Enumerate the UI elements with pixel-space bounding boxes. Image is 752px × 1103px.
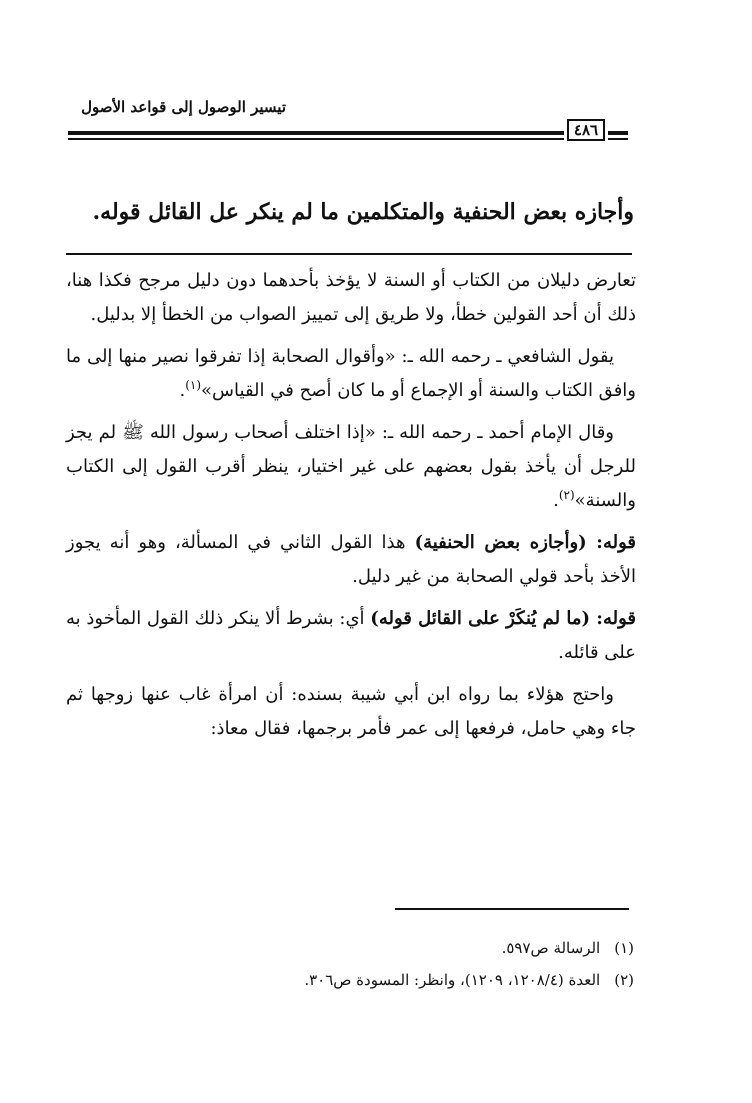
footnote-item [74,932,634,964]
paragraph-lead: قوله: (ما لم يُنكَرْ على القائل قوله) [370,608,636,629]
paragraph-tail: . [553,490,559,511]
footnote-item [74,964,634,996]
footnote-text: الرسالة ص٥٩٧. [501,939,601,957]
paragraph-text: واحتج هؤلاء بما رواه ابن أبي شيبة بسنده: أن امرأة غاب عنها زوجها ثم جاء وهي حامل، فرفعها إلى عمر فأمر برجمها، فقال معاذ: [66,684,636,739]
paragraph [66,602,636,670]
page-number: ٤٨٦ [567,119,605,141]
running-title: تيسير الوصول إلى قواعد الأصول [81,98,286,116]
paragraph [66,416,636,518]
commentary-body [66,264,636,754]
paragraph-text: وقال الإمام أحمد ـ رحمه الله ـ: «إذا اختلف أصحاب رسول الله ﷺ لم يجز للرجل أن يأخذ بقول بعضهم على غير اختيار، ينظر أقرب القول إلى الكتاب والسنة» [66,422,636,511]
paragraph-lead: قوله: (وأجازه بعض الحنفية) [414,532,636,553]
paragraph-tail: . [179,380,186,401]
footnote-number: (٢) [614,971,634,989]
header-rule-right-thin [608,138,628,140]
matn-text: وأجازه بعض الحنفية والمتكلمين ما لم ينكر عل القائل قوله. [92,199,634,225]
paragraph [66,340,636,408]
header-rule-right-thick [608,131,628,135]
paragraph [66,526,636,594]
paragraph-text: أي: بشرط ألا ينكر ذلك القول المأخوذ به على قائله. [66,608,636,663]
footnote-ref[interactable]: (٢) [558,488,575,502]
header-rule-thin [68,138,564,140]
footnote-text: العدة (١٢٠٨/٤، ١٢٠٩)، وانظر: المسودة ص٣٠٦. [304,971,601,989]
footnote-divider [395,908,629,910]
matn-divider [66,253,632,255]
paragraph-text: هذا القول الثاني في المسألة، وهو أنه يجوز الأخذ بأحد قولي الصحابة من غير دليل. [66,532,636,587]
paragraph [66,264,636,332]
footnote-ref[interactable]: (١) [185,378,202,392]
paragraph-text: تعارض دليلان من الكتاب أو السنة لا يؤخذ بأحدهما دون دليل مرجح فكذا هنا، ذلك أن أحد القولين خطأ، ولا طريق إلى تمييز الصواب من الخطأ إلا بدليل. [66,270,636,325]
header-rule-thick [68,131,564,135]
paragraph [66,678,636,746]
footnotes [74,932,634,996]
paragraph-text: يقول الشافعي ـ رحمه الله ـ: «وأقوال الصحابة إذا تفرقوا نصير منها إلى ما وافق الكتاب والسنة أو الإجماع أو ما كان أصح في القياس» [66,346,636,401]
footnote-number: (١) [614,939,634,957]
